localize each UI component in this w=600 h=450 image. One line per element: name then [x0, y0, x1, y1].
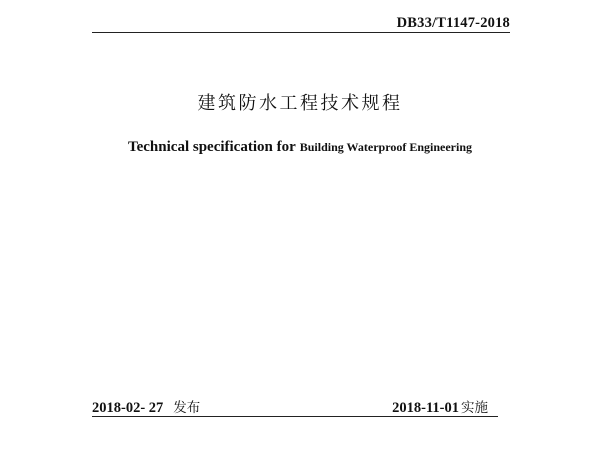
issue-label: 发布 — [173, 400, 201, 416]
implement-label: 实施 — [461, 400, 488, 416]
issue-date: 2018-02- 27 — [92, 400, 164, 416]
title-english-part1: Technical specification for — [127, 139, 296, 155]
bottom-rule — [92, 416, 498, 417]
standard-code: DB33/T1147-2018 — [396, 15, 510, 31]
top-rule — [92, 32, 510, 33]
dates-line — [92, 396, 500, 416]
title-english — [0, 137, 600, 157]
standard-code-block — [397, 14, 510, 32]
implement-date: 2018-11-01 — [392, 400, 459, 416]
implement-block — [392, 396, 488, 417]
title-chinese: 建筑防水工程技术规程 — [197, 93, 403, 114]
issue-block — [92, 396, 200, 417]
title-english-part2: Building Waterproof Engineering — [299, 140, 472, 154]
